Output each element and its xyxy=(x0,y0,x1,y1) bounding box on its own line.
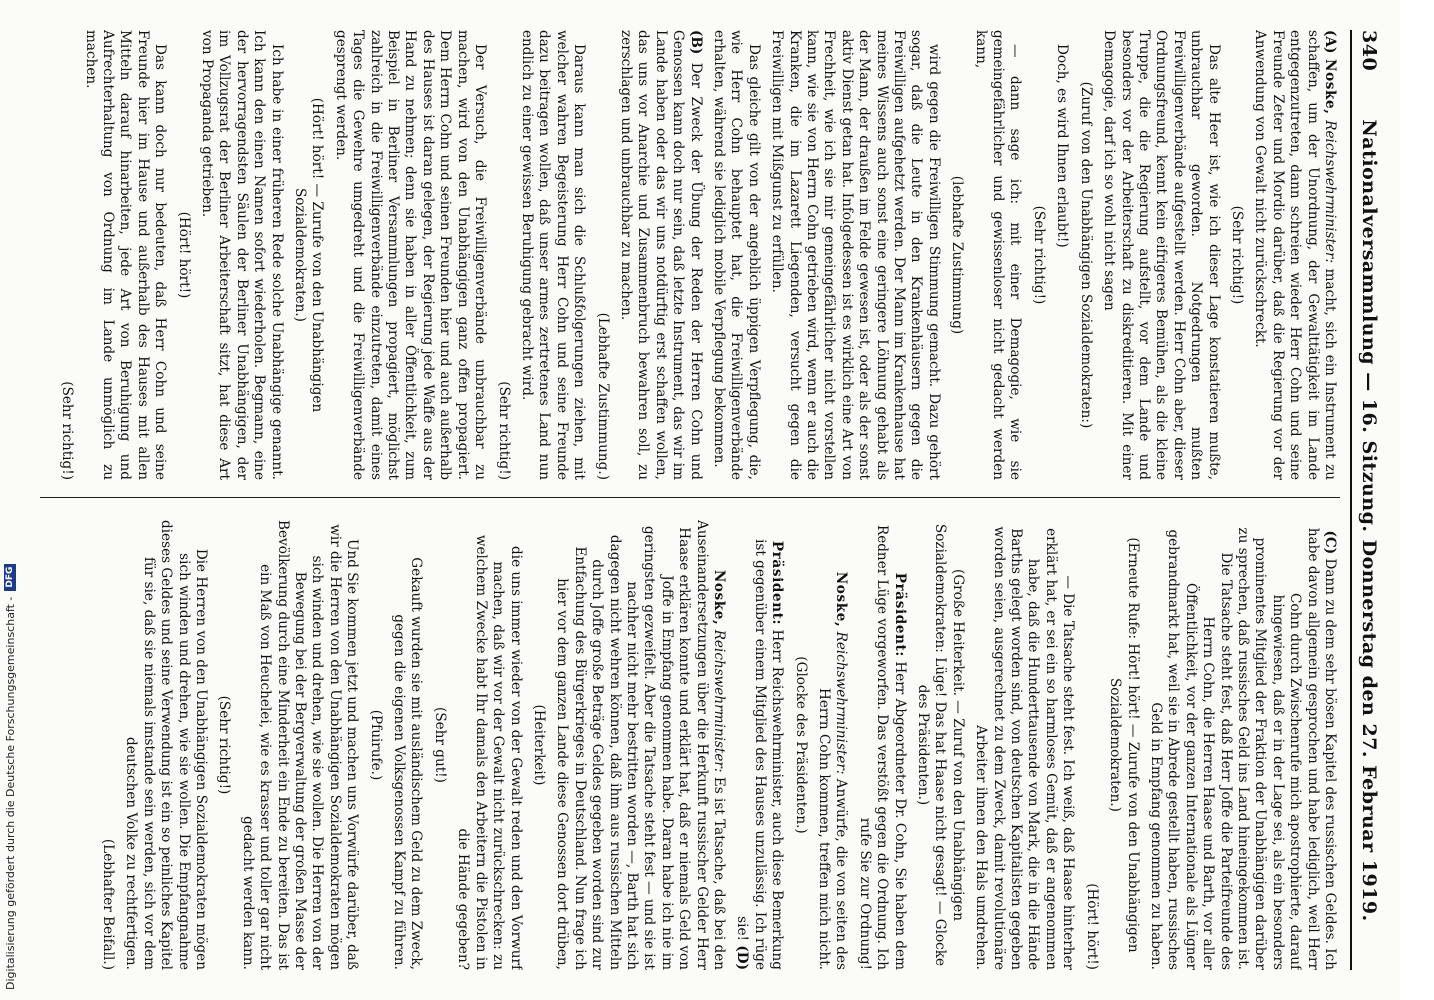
interjection: (Hört! hört!) xyxy=(175,211,192,299)
column-marker: (C) xyxy=(1322,530,1338,555)
speaker-role: Reichswehrminister: xyxy=(711,629,727,773)
paragraph: Das gleiche gilt von der angeblich üppigen Verpflegung, die, wie Herr Cohn behauptet hat, die Freiwilligenverbände erhalten, während sie lediglich mobile Verpflegung bekommen. xyxy=(711,30,762,480)
left-column xyxy=(38,30,1338,480)
interjection: (Sehr richtig!) xyxy=(1030,205,1047,305)
speaker-name: Noske, xyxy=(833,571,850,628)
column-marker: (A) xyxy=(1322,30,1338,54)
interjection: (Große Heiterkeit. — Zuruf von den Unabhängigen Sozialdemokraten: Lüge! Das hat Haase nicht gesagt! — Glocke des Präsidenten.) xyxy=(915,523,966,967)
interjection: (Zuruf von den Unabhängigen Sozialdemokraten:) xyxy=(1077,81,1094,429)
speaker-name: Noske, xyxy=(711,569,727,626)
interjection: (Hört! hört!) xyxy=(1083,883,1100,970)
paragraph: Der Versuch, die Freiwilligenverbände unbrauchbar zu machen, wird von den Unabhängigen ganz offen propagiert. Dem Herrn Cohn und seinen Freunden hier und auch außerhalb des Hauses ist daran gelegen, der Regierung jede Waffe aus der Hand zu nehmen; denn sie haben in aller Öffentlichkeit, zum Beispiel in Berliner Versammlungen propagiert, möglichst zahlreich in die Freiwilligenverbände einzutreten, damit eines Tages die Gewehre umgedreht und die Freiwilligenverbände gesprengt werden. xyxy=(332,30,489,480)
paragraph: Doch, es wird Ihnen erlaubt!) xyxy=(1054,44,1071,248)
interjection: (Erneute Rufe: Hört! hört! — Zurufe von den Unabhängigen Sozialdemokraten.) xyxy=(1107,537,1141,953)
paragraph xyxy=(553,520,727,970)
digitization-credit xyxy=(0,0,20,1000)
interjection: (Lebhafter Beifall.) xyxy=(100,838,116,970)
page-title: Nationalversammlung — 16. Sitzung. Donnerstag den 27. Februar 1919. xyxy=(1358,119,1380,922)
paragraph-text: macht, sich ein Instrument zu schaffen, um der Unordnung, der Gewalttätigkeit im Lande entgegenzutreten, dann schreien wieder Herr Cohn und seine Freunde Zeter und Mordio darüber, daß die Regierung vor der Anwendung von Gewalt nicht zurückschreckt. xyxy=(1252,30,1338,480)
speaker-name: Noske, xyxy=(1322,59,1338,115)
interjection: (Sehr richtig!) xyxy=(495,381,512,480)
speaker-name: Präsident: xyxy=(891,572,908,658)
column-marker: (D) xyxy=(734,945,751,970)
paragraph: Das kann doch nur bedeuten, daß Herr Cohn und seine Freunde hier im Hause und außerhalb des Hauses mit allen Mitteln darauf hinarbeiten, jede Art von Beruhigung und Aufrechterhaltung von Ordnung im Lande unmöglich zu machen. xyxy=(82,30,169,480)
interjection: (Heiterkeit) xyxy=(530,704,547,786)
paragraph: — Die Tatsache steht fest. Ich weiß, daß Haase hinterher erklärt hat, er sei ein so harmloses Gemüt, daß er angenommen habe, daß die Hunderttausende von Mark, die in die Hände Barths gelegt worden sind, von deutschen Kapitalisten gegeben worden seien, ausgerechnet zu dem Zweck, damit revolutionäre Arbeiter ihnen den Hals umdrehen. xyxy=(973,526,1077,970)
interjection: (Pfuirufe.) xyxy=(367,709,384,781)
paragraph: Das alte Heer ist, wie ich dieser Lage konstatieren mußte, unbrauchbar geworden. Notgedrungen mußten Freiwilligenverbände aufgestellt werden. Herr Cohn aber, dieser Ordnungsfreund, kennt kein eifrigeres Bemühen, als die kleine Truppe, die die Regierung aufstellt, vor dem Lande und besonders vor der Arbeiterschaft zu diskreditieren. Mit einer Demagogie, darf ich so wohl nicht sagen xyxy=(1101,30,1222,480)
paragraph: Gekauft wurden sie mit ausländischem Geld zu dem Zweck, gegen die eigenen Volksgenossen Kampf zu führen. xyxy=(391,557,425,970)
paragraph xyxy=(815,520,850,970)
paragraph-text: Es ist Tatsache, daß bei den Auseinandersetzungen über die Herkunft russischer Gelder Herr Haase erklären konnte und erklärt hat, daß er niemals Geld von Joffe in Empfang genommen habe. Daran habe ich nie im geringsten gezweifelt. Aber die Tatsache steht fest — und sie ist nachher nicht mehr bestritten worden —, Barth hat sich dagegen nicht wehren können, daß ihm aus russischen Mitteln durch Joffe große Beträge Geldes gegeben worden sind zur Entfachung des Bürgerkrieges in Deutschland. Nun frage ich hier vor dem ganzen Lande diese Genossen dort drüben, xyxy=(554,520,727,970)
paragraph-text: Der Zweck der Übung der Reden der Herren Cohn und Genossen kann doch nur sein, daß letzte Instrument, das wir im Lande haben oder das wir uns notdürftig erst schaffen wollen, das uns vor Anarchie und Zusammenbruch bewahren soll, zu zerschlagen und unbrauchbar zu machen. xyxy=(617,30,704,480)
column-divider xyxy=(40,497,1340,498)
speaker-name: Präsident: xyxy=(769,540,786,626)
dfg-logo: DFG xyxy=(4,564,16,591)
interjection: (Sehr gut!) xyxy=(431,707,448,783)
paragraph: die uns immer wieder von der Gewalt reden und den Vorwurf machen, daß wir vor der Gewalt nicht zurückschrecken: zu welchem Zwecke habt Ihr damals den Arbeitern die Pistolen in die Hände gegeben? xyxy=(455,534,524,970)
paragraph: Die Herren von den Unabhängigen Sozialdemokraten mögen sich winden und drehen, wie sie wollen. Die Empfangnahme dieses Geldes und seine Verwendung ist ein so peinliches Kapitel für sie, daß sie niemals imstande sein werden, sich vor dem deutschen Volke zu rechtfertigen. xyxy=(123,520,210,970)
paragraph: Ich habe in einer früheren Rede solche Unabhängige genannt. Ich kann den einen Namen sofort wiederholen. Begmann, eine der hervorragendsten Säulen der Berliner Unabhängigen, der im Vollzugsrat der Berliner Arbeiterschaft sitzt, hat diese Art von Propaganda getrieben. xyxy=(199,30,285,480)
speaker-role: Reichswehrminister: xyxy=(833,631,850,775)
column-marker: (B) xyxy=(687,30,704,55)
interjection: (Sehr richtig!) xyxy=(216,695,233,795)
paragraph xyxy=(733,520,785,970)
interjection: (Lebhafte Zustimmung.) xyxy=(594,312,611,480)
speaker-role: Reichswehrminister: xyxy=(1322,120,1338,264)
paragraph-text: Herr Reichswehrminister, auch diese Bemerkung ist gegenüber einem Mitglied des Hauses unzulässig. Ich rüge sie! xyxy=(734,539,786,970)
paragraph: wird gegen die Freiwilligen Stimmung gemacht. Dazu gehört sogar, daß die Leute in den Krankenhäusern gegen die Freiwilligen aufgehetzt werden. Der Mann im Krankenhause hat meines Wissens auch sonst eine geringere Löhnung gehabt als der Mann, der draußen im Felde gewesen ist, oder als der sonst aktiv Dienst getan hat. Infolgedessen ist es wirklich eine Art von Frechheit, wie ich sie mir gemeingefährlicher nicht vorstellen kann, wie sie von Herrn Cohn getrieben wird, wenn er auch die Kranken, die im Lazarett Liegenden, versucht gegen die Freiwilligen mit Mißgunst zu erfüllen. xyxy=(769,30,942,480)
paragraph xyxy=(1147,520,1338,970)
paragraph xyxy=(1251,30,1338,480)
page-header xyxy=(1350,30,1380,970)
interjection: (Sehr richtig!) xyxy=(1228,205,1245,305)
interjection: (lebhafte Zustimmung) xyxy=(949,175,966,335)
interjection: (Hört! hört! — Zurufe von den Unabhängigen Sozialdemokraten.) xyxy=(292,97,326,413)
paragraph-text: Dann zu dem sehr bösen Kapitel des russischen Geldes. Ich habe davon allgemein gesprochen und habe lediglich, weil Herr Cohn durch Zwischenrufe mich apostrophierte, darauf hingewiesen, daß er in der Lage sei, als ein besonders prominentes Mitglied der Fraktion der Unabhängigen darüber zu sprechen, daß russisches Geld ins Land hineingekommen ist. Die Tatsache steht fest, daß Herr Joffe die Parteifreunde des Herrn Cohn, die Herren Haase und Barth, vor aller Öffentlichkeit, vor der ganzen Internationale als Lügner gebrandmarkt hat, weil sie in Abrede gestellt haben, russisches Geld in Empfang genommen zu haben. xyxy=(1147,527,1338,970)
interjection: (Sehr richtig!) xyxy=(59,381,76,480)
paragraph: — dann sage ich: mit einer Demagogie, wie sie gemeingefährlicher und gewissenloser nicht gedacht werden kann, xyxy=(972,30,1024,480)
right-column xyxy=(38,520,1338,970)
paragraph-text: Anwürfe, die von seiten des Herrn Cohn kommen, treffen mich nicht. xyxy=(816,688,850,970)
interjection: (Glocke des Präsidenten.) xyxy=(792,656,809,834)
credit-text: Digitalisierung gefördert durch die Deutsche Forschungsgemeinschaft - xyxy=(3,596,17,990)
paragraph-text: Herr Abgeordneter Dr. Cohn, Sie haben dem Redner Lüge vorgeworfen. Das verstößt gegen die Ordnung. Ich rufe Sie zur Ordnung! xyxy=(856,524,908,970)
paragraph xyxy=(617,30,704,480)
paragraph: Und Sie kommen jetzt und machen uns Vorwürfe darüber, daß wir die Herren von den Unabhängigen Sozialdemokraten mögen sich winden und drehen, wie sie wollen. Die Herren von der Bewegung bei der Bergverwaltung der großen Masse der Bevölkerung durch eine Minderheit ein Ende zu bereiten. Das ist ein Maß von Heuchelei, wie es krasser und toller gar nicht gedacht werden kann. xyxy=(239,520,361,970)
page-number: 340 xyxy=(1358,30,1380,72)
paragraph xyxy=(855,520,907,970)
paragraph: Daraus kann man sich die Schlußfolgerungen ziehen, mit welcher wahren Begeisterung Herr Cohn und seine Freunde dazu beitragen wollen, daß unser armes zertretenes Land nun endlich zu einer gewissen Beruhigung gebracht wird. xyxy=(518,30,588,480)
